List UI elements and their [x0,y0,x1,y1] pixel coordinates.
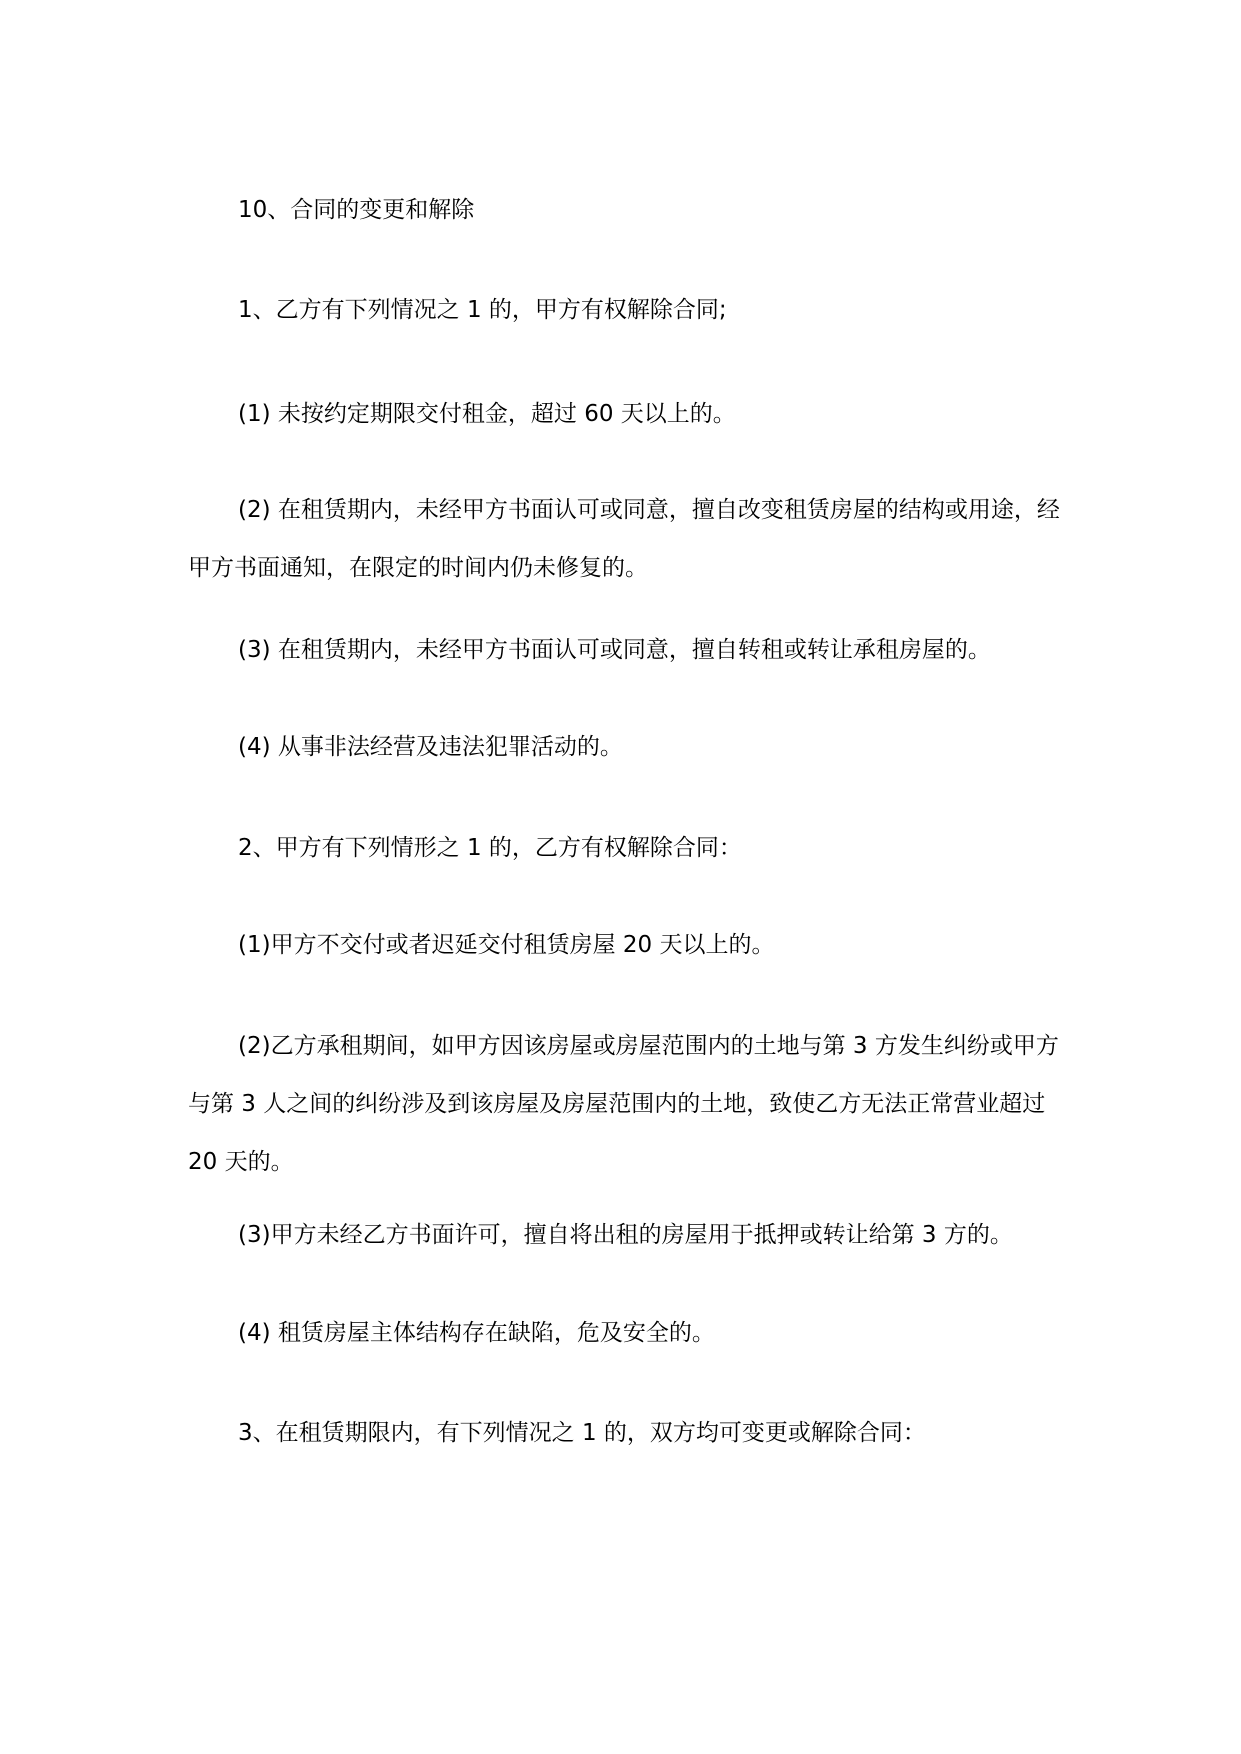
clause-1: 1、乙方有下列情况之 1 的，甲方有权解除合同; [238,297,727,323]
clause-3: 3、在租赁期限内，有下列情况之 1 的，双方均可变更或解除合同： [238,1420,926,1446]
clause-2-item-3: (3)甲方未经乙方书面许可，擅自将出租的房屋用于抵押或转让给第 3 方的。 [238,1222,1013,1248]
clause-2-item-4: (4) 租赁房屋主体结构存在缺陷，危及安全的。 [238,1320,715,1346]
clause-1-item-4: (4) 从事非法经营及违法犯罪活动的。 [238,734,623,760]
clause-2: 2、甲方有下列情形之 1 的，乙方有权解除合同： [238,835,742,861]
clause-1-item-3: (3) 在租赁期内，未经甲方书面认可或同意，擅自转租或转让承租房屋的。 [238,637,991,663]
section-heading: 10、合同的变更和解除 [238,197,475,223]
clause-1-item-1: (1) 未按约定期限交付租金，超过 60 天以上的。 [238,401,736,427]
clause-1-item-2: (2) 在租赁期内，未经甲方书面认可或同意，擅自改变租赁房屋的结构或用途，经甲方书面通知，在限定的时间内仍未修复的。 [188,497,1060,581]
clause-2-item-1: (1)甲方不交付或者迟延交付租赁房屋 20 天以上的。 [238,932,775,958]
clause-2-item-2: (2)乙方承租期间，如甲方因该房屋或房屋范围内的土地与第 3 方发生纠纷或甲方与第 3 人之间的纠纷涉及到该房屋及房屋范围内的土地，致使乙方无法正常营业超过 20 天的。 [188,1033,1059,1175]
